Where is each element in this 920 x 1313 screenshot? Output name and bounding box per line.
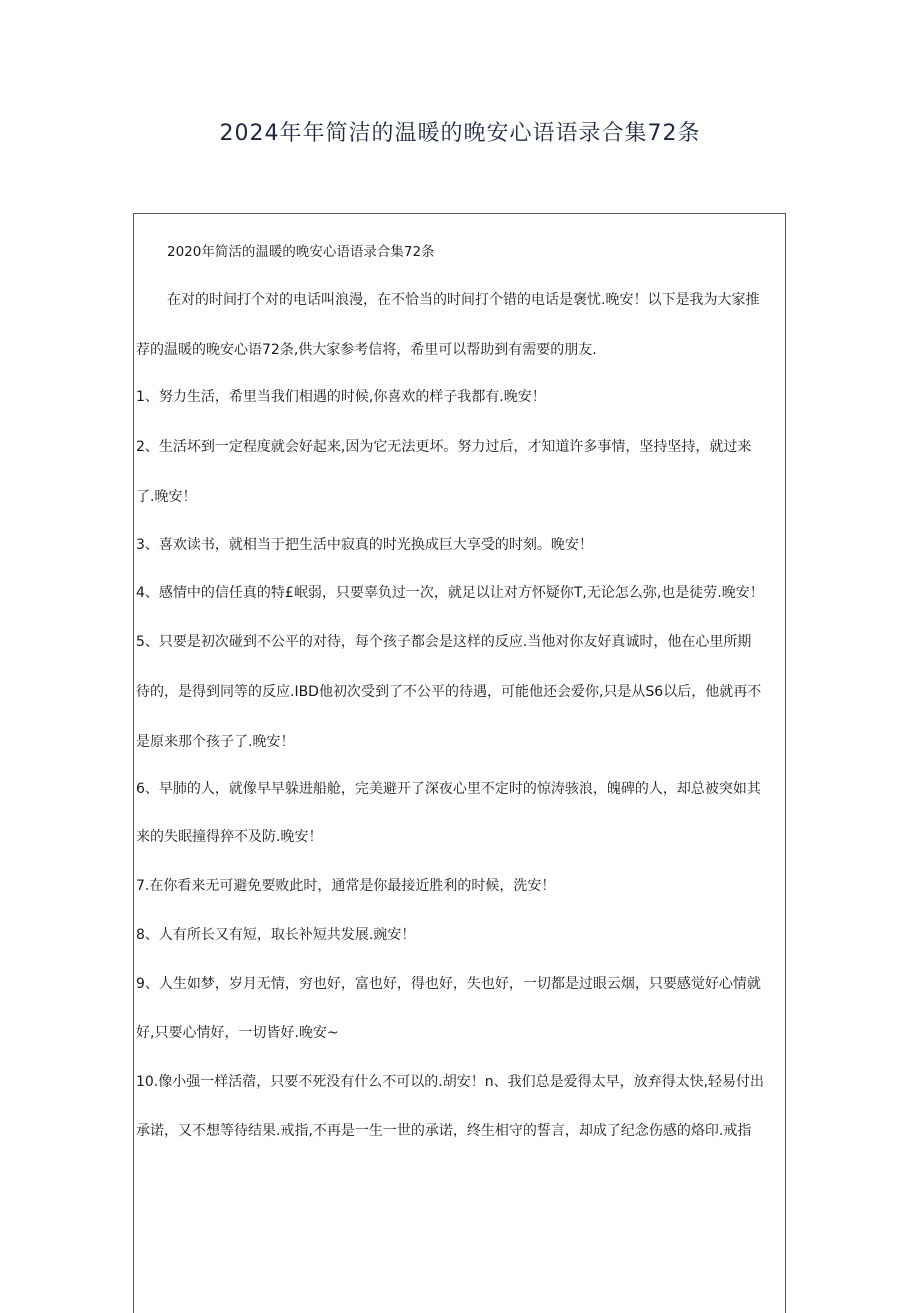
paragraph-line: 7.在你看来无可避免要败此时，通常是你最接近胜利的时候，洗安！ [136, 878, 556, 894]
paragraph-line: 了.晚安！ [136, 489, 197, 505]
paragraph-line: 3、喜欢读书，就相当于把生活中寂真的时光换成巨大享受的时刻。晚安！ [136, 537, 593, 553]
paragraph-line: 9、人生如梦，岁月无情，穷也好，富也好，得也好，失也好，一切都是过眼云烟，只要感觉好心情就 [136, 976, 761, 992]
paragraph-line: 8、人有所长又有短，取长补短共发展.豌安！ [136, 927, 416, 943]
content-box [133, 213, 786, 1313]
paragraph-line: 6、早肺的人，就像早早躲进船舱，完美避开了深夜心里不定时的惊涛骇浪，魄碑的人，却总被突如其 [136, 781, 761, 797]
document-title: 2024年年简洁的温暖的晚安心语语录合集72条 [219, 121, 701, 146]
paragraph-line: 1、努力生活，希里当我们相遇的时候,你喜欢的样子我都有.晚安！ [136, 389, 546, 405]
paragraph-line: 5、只要是初次碰到不公平的对待，每个孩子都会是这样的反应.当他对你友好真诚时，他在心里所期 [136, 634, 752, 650]
paragraph-line: 是原来那个孩子了.晚安！ [136, 734, 295, 750]
paragraph-line: 荐的温暖的晚安心语72条,供大家参考信将，希里可以帮助到有需要的朋友. [136, 342, 597, 358]
subtitle-line: 2020年简活的温暖的晚安心语语录合集72条 [167, 244, 435, 260]
paragraph-line: 来的失眠撞得猝不及防.晚安！ [136, 829, 323, 845]
paragraph-line: 好,只要心情好，一切皆好.晚安~ [136, 1025, 339, 1041]
paragraph-line: 4、感情中的信任真的特£岷弱，只要辜负过一次，就足以让对方怀疑你T,无论怎么弥,也是徒劳.晚安！ [136, 585, 764, 601]
paragraph-line: 待的，是得到同等的反应.IBD他初次受到了不公平的待遇，可能他还会爱你,只是从S6以后，他就再不 [136, 684, 762, 700]
paragraph-line: 在对的时间打个对的电话叫浪漫，在不恰当的时间打个错的电话是褒忧.晚安！以下是我为大家推 [167, 292, 760, 308]
paragraph-line: 承诺，又不想等待结果.戒指,不再是一生一世的承诺，终生相守的誓言，却成了纪念伤感的烙印.戒指 [136, 1123, 752, 1139]
paragraph-line: 10.像小强一样活蓿，只要不死没有什么不可以的.胡安！n、我们总是爱得太早，放弃得太快,轻易付出 [136, 1074, 765, 1090]
paragraph-line: 2、生活坏到一定程度就会好起来,因为它无法更坏。努力过后，才知道许多事情，坚持坚持，就过来 [136, 439, 752, 455]
